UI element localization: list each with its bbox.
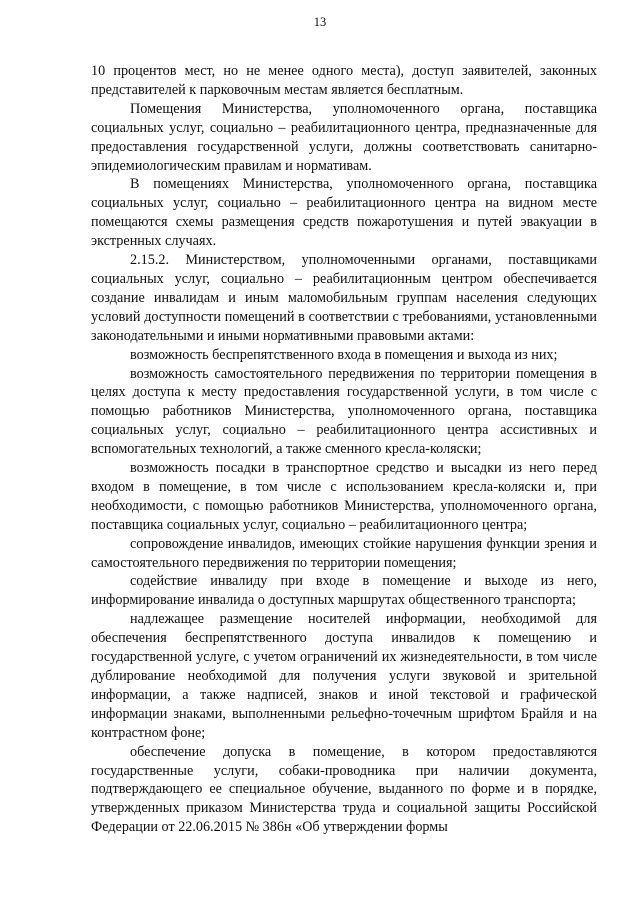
paragraph-parking-continuation: 10 процентов мест, но не менее одного места), доступ заявителей, законных представителей к парковочным местам является бесплатным. (91, 63, 597, 98)
document-body (91, 62, 597, 837)
paragraph-sanitary-requirements: Помещения Министерства, уполномоченного органа, поставщика социальных услуг, социально – реабилитационного центра, предназначенные для предоставления государственной услуги, должны соответствовать санитарно-эпидемиологическим правилам и нормативам. (91, 100, 597, 174)
page-number: 13 (313, 15, 327, 29)
paragraph-section-2-15-2: 2.15.2. Министерством, уполномоченными органами, поставщиками социальных услуг, социально – реабилитационным центром обеспечивается создание инвалидам и иным маломобильным группам населения следующих условий доступности помещений в соответствии с требованиями, установленными законодательными и иными нормативными правовыми актами: (91, 252, 597, 344)
list-item-assistance-informing: содействие инвалиду при входе в помещение и выходе из него, информирование инвалида о доступных маршрутах общественного транспорта; (91, 573, 597, 609)
list-item-independent-movement: возможность самостоятельного передвижения по территории помещения в целях доступа к месту предоставления государственной услуги, в том числе с помощью работников Министерства, уполномоченного органа, поставщика социальных услуг, социально – реабилитационного центра ассистивных и вспомогательных технологий, а также сменного кресла-коляски; (91, 365, 597, 458)
list-item-escort: сопровождение инвалидов, имеющих стойкие нарушения функции зрения и самостоятельного передвижения по территории помещения; (91, 535, 597, 571)
list-item-information-placement: надлежащее размещение носителей информации, необходимой для обеспечения беспрепятственного доступа инвалидов к помещению и государственной услуге, с учетом ограничений их жизнедеятельности, в том числе дублирование необходимой для получения услуги звуковой и зрительной информации, а также надписей, знаков и иной текстовой и графической информации знаками, выполненными рельефно-точечным шрифтом Брайля и на контрастном фоне; (91, 611, 597, 741)
list-item-unobstructed-entry: возможность беспрепятственного входа в помещения и выхода из них; (130, 346, 558, 363)
paragraph-evacuation-schemes: В помещениях Министерства, уполномоченного органа, поставщика социальных услуг, социально – реабилитационного центра на видном месте помещаются схемы размещения средств пожаротушения и путей эвакуации в экстренных случаях. (91, 176, 597, 250)
list-item-guide-dog-admission: обеспечение допуска в помещение, в котором предоставляются государственные услуги, собаки-проводника при наличии документа, подтверждающего ее специальное обучение, выданного по форме и в порядке, утвержденных приказом Министерства труда и социальной защиты Российской Федерации от 22.06.2015 № 386н «Об утверждении формы (91, 743, 597, 836)
list-item-vehicle-boarding: возможность посадки в транспортное средство и высадки из него перед входом в помещение, в том числе с использованием кресла-коляски и, при необходимости, с помощью работников Министерства, уполномоченного органа, поставщика социальных услуг, социально – реабилитационного центра; (91, 460, 597, 533)
